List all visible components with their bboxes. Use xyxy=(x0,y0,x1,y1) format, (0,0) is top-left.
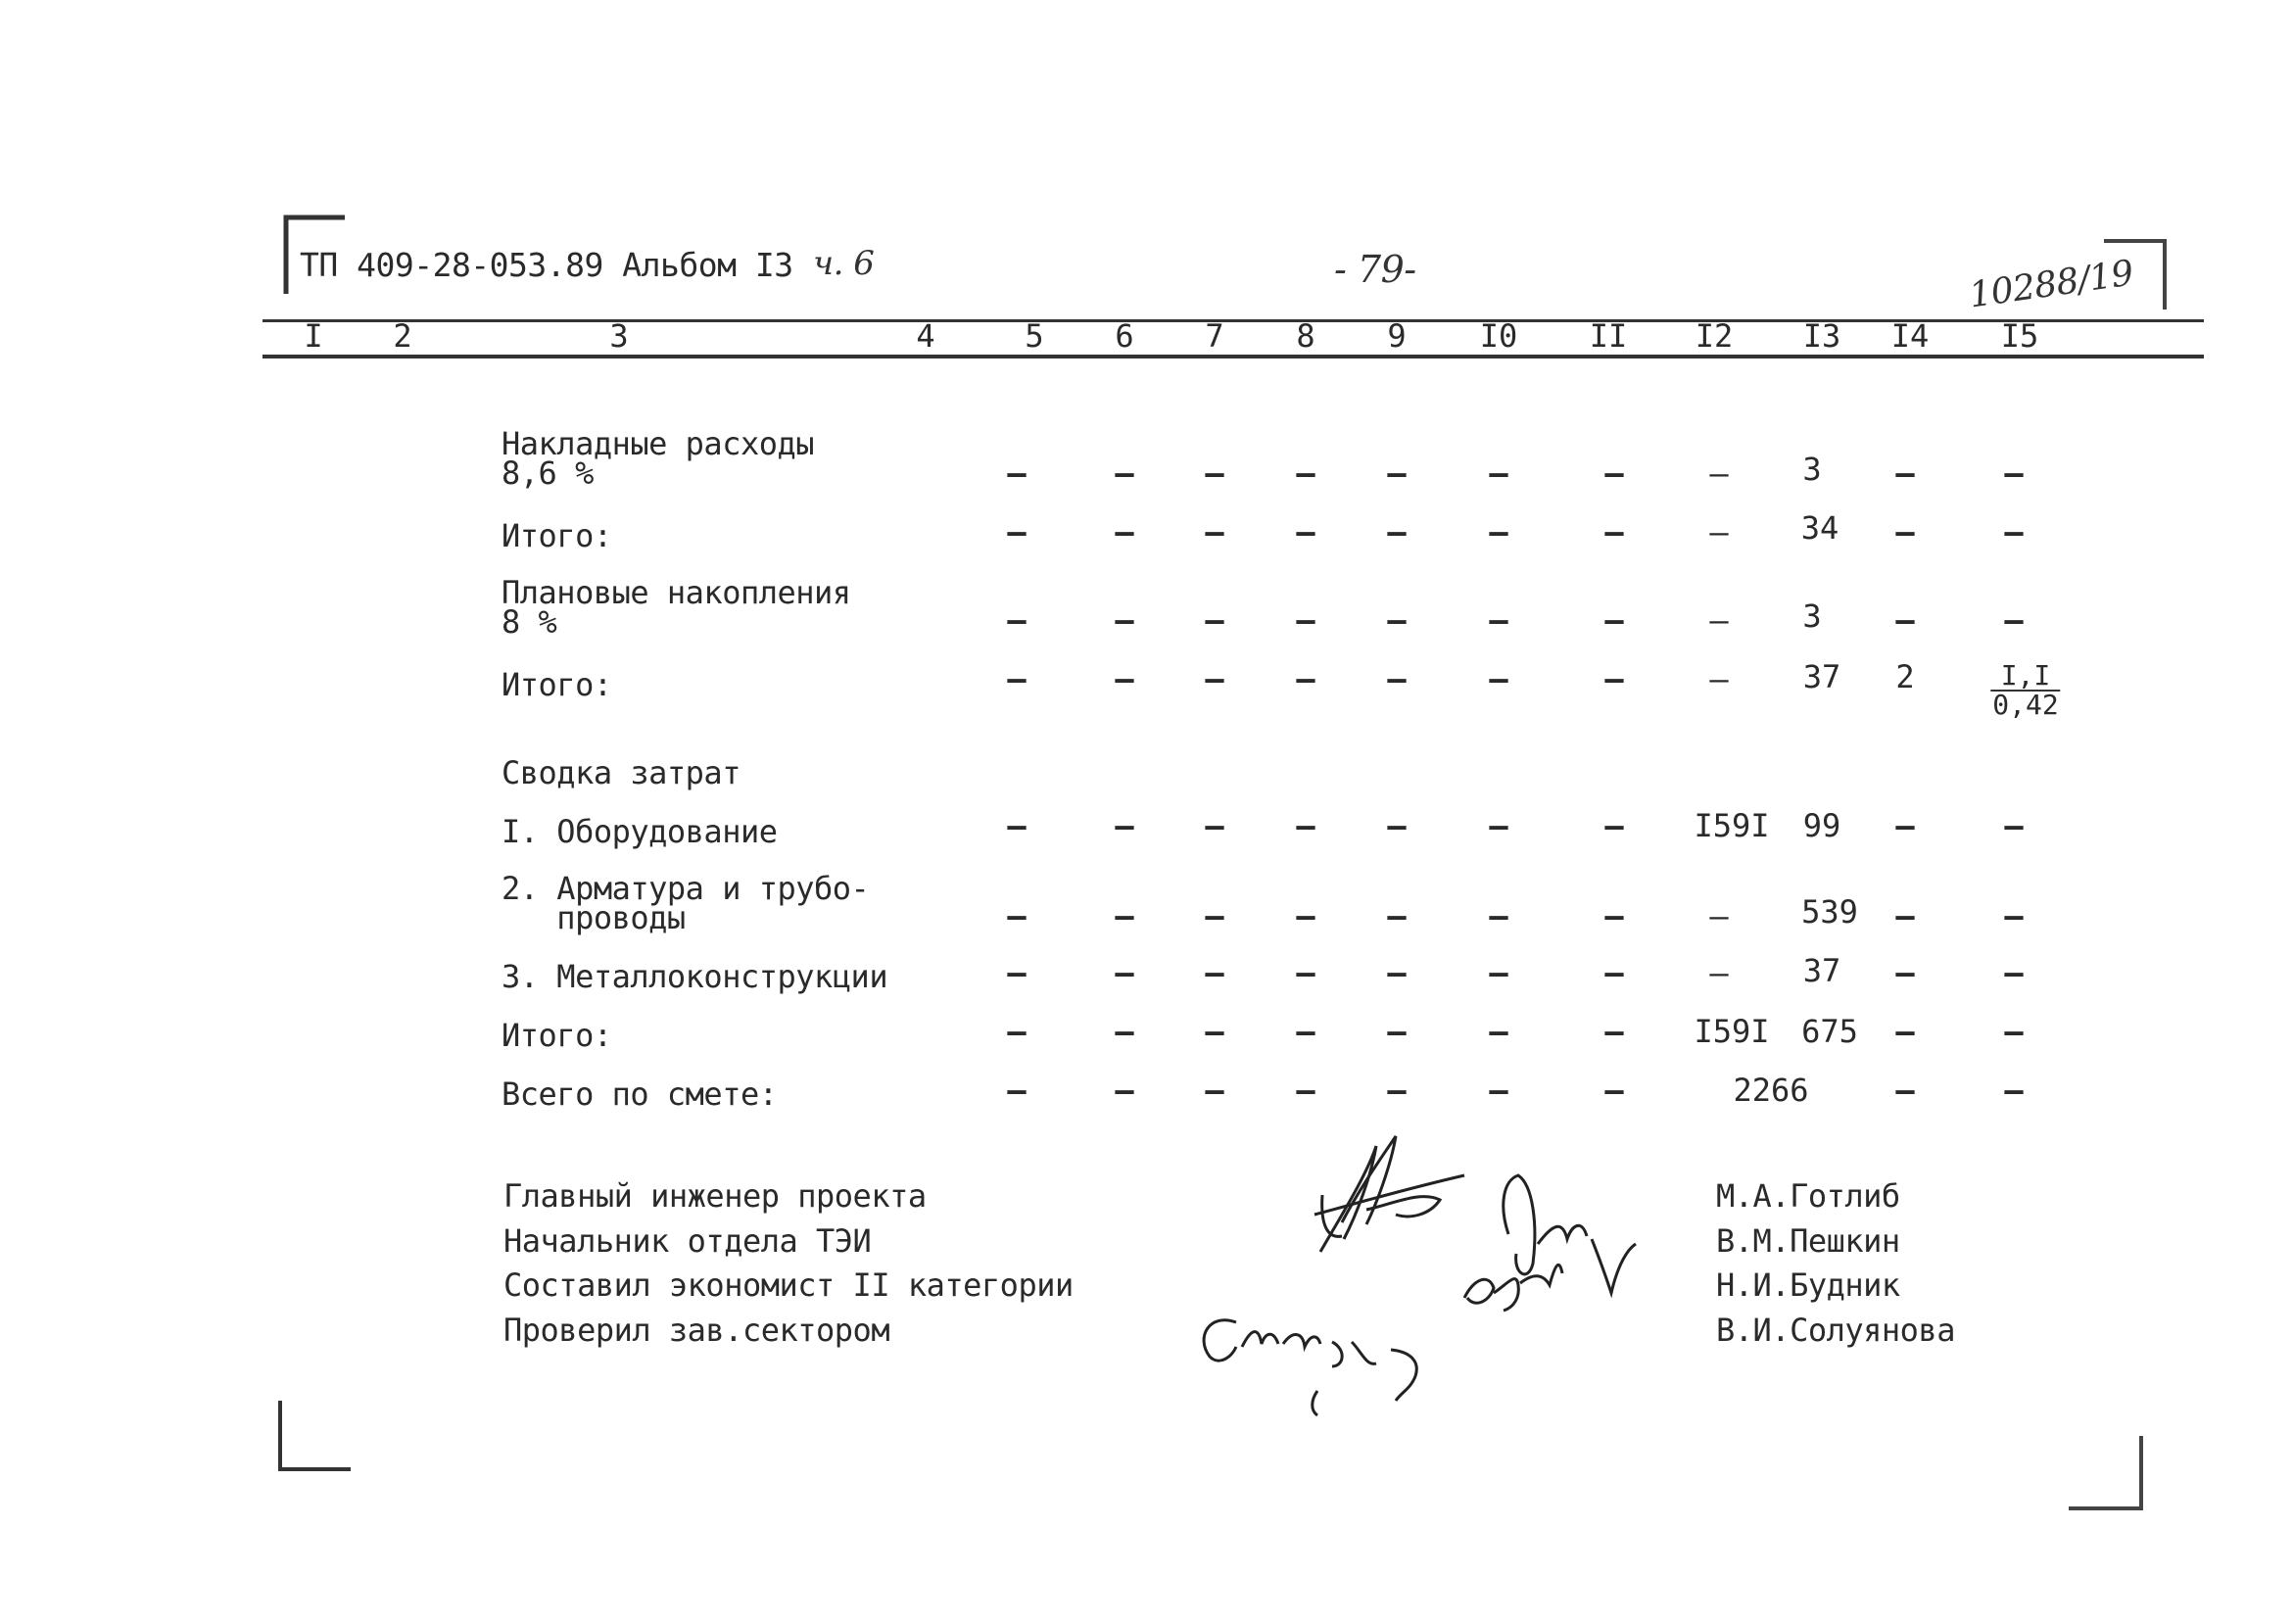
empty-cell-dash: – xyxy=(1296,1072,1315,1109)
cell-col12: – xyxy=(1709,513,1729,550)
empty-cell-dash: – xyxy=(1205,897,1224,934)
empty-cell-dash: – xyxy=(1296,1013,1315,1050)
cell-col12: – xyxy=(1709,954,1729,991)
signature-soluyanova xyxy=(1204,1320,1416,1415)
empty-cell-dash: – xyxy=(1205,1072,1224,1109)
empty-cell-dash: – xyxy=(1205,660,1224,697)
cell-col12: – xyxy=(1709,601,1729,639)
empty-cell-dash: – xyxy=(1007,807,1027,844)
empty-cell-dash: – xyxy=(1489,513,1508,550)
signatory-name: Н.И.Будник xyxy=(1716,1266,1900,1304)
empty-cell-dash: – xyxy=(1489,897,1508,934)
cell-col14: – xyxy=(1895,454,1915,492)
empty-cell-dash: – xyxy=(1387,454,1407,492)
empty-cell-dash: – xyxy=(1604,1072,1624,1109)
row-label: 3. Металлоконструкции xyxy=(502,958,888,995)
column-number: II xyxy=(1589,317,1628,355)
empty-cell-dash: – xyxy=(1007,1013,1027,1050)
empty-cell-dash: – xyxy=(1296,897,1315,934)
empty-cell-dash: – xyxy=(1296,513,1315,550)
cell-col12: – xyxy=(1709,660,1729,697)
cell-col14: – xyxy=(1895,1072,1915,1109)
row-label: Итого: xyxy=(502,1017,612,1054)
cell-col12: I59I xyxy=(1694,807,1770,844)
cell-col12: – xyxy=(1709,454,1729,492)
column-number: 6 xyxy=(1115,317,1134,355)
signatory-name: М.А.Готлиб xyxy=(1716,1177,1900,1215)
signature-budnik xyxy=(1464,1265,1562,1311)
column-number: 3 xyxy=(609,317,629,355)
cell-col13: 34 xyxy=(1800,509,1839,547)
cell-col13: 37 xyxy=(1802,658,1841,695)
empty-cell-dash: – xyxy=(1205,513,1224,550)
cell-col14: – xyxy=(1895,1013,1915,1050)
empty-cell-dash: – xyxy=(1115,660,1134,697)
cell-col12: – xyxy=(1709,897,1729,934)
empty-cell-dash: – xyxy=(1007,513,1027,550)
empty-cell-dash: – xyxy=(1007,954,1027,991)
cell-col14: – xyxy=(1895,513,1915,550)
empty-cell-dash: – xyxy=(1604,454,1624,492)
cell-total-col12-13: 2266 xyxy=(1733,1072,1809,1109)
empty-cell-dash: – xyxy=(1007,454,1027,492)
empty-cell-dash: – xyxy=(1604,807,1624,844)
empty-cell-dash: – xyxy=(1205,954,1224,991)
empty-cell-dash: – xyxy=(1387,660,1407,697)
empty-cell-dash: – xyxy=(1296,954,1315,991)
row-label: 2. Арматура и трубо- проводы xyxy=(502,870,870,936)
empty-cell-dash: – xyxy=(1115,1013,1134,1050)
empty-cell-dash: – xyxy=(1115,954,1134,991)
empty-cell-dash: – xyxy=(1387,513,1407,550)
fraction-numerator: I,I xyxy=(1990,662,2060,692)
fraction-denominator: 0,42 xyxy=(1992,689,2059,721)
empty-cell-dash: – xyxy=(1007,897,1027,934)
cell-col15: – xyxy=(2004,897,2024,934)
cell-col15: – xyxy=(2004,513,2024,550)
page-number: - 79- xyxy=(1334,248,1416,291)
cell-col13: 675 xyxy=(1801,1013,1858,1050)
column-number: I3 xyxy=(1802,317,1841,355)
row-label: Итого: xyxy=(502,517,612,554)
empty-cell-dash: – xyxy=(1489,660,1508,697)
empty-cell-dash: – xyxy=(1387,1072,1407,1109)
cell-col14: 2 xyxy=(1895,658,1915,695)
empty-cell-dash: – xyxy=(1604,660,1624,697)
empty-cell-dash: – xyxy=(1387,897,1407,934)
empty-cell-dash: – xyxy=(1387,601,1407,639)
signatory-name: В.И.Солуянова xyxy=(1716,1312,1955,1349)
empty-cell-dash: – xyxy=(1115,601,1134,639)
section-heading: Сводка затрат xyxy=(502,754,740,791)
empty-cell-dash: – xyxy=(1205,807,1224,844)
empty-cell-dash: – xyxy=(1489,1072,1508,1109)
row-label: Плановые накопления 8 % xyxy=(502,574,851,641)
cell-col13: 3 xyxy=(1802,451,1822,488)
empty-cell-dash: – xyxy=(1115,454,1134,492)
column-number: I xyxy=(304,317,323,355)
cell-col15: – xyxy=(2004,601,2024,639)
cell-col15: – xyxy=(2004,454,2024,492)
cell-col14: – xyxy=(1895,897,1915,934)
row-label: Итого: xyxy=(502,666,612,703)
empty-cell-dash: – xyxy=(1007,601,1027,639)
empty-cell-dash: – xyxy=(1007,1072,1027,1109)
cell-col15: – xyxy=(2004,1013,2024,1050)
signature-role: Начальник отдела ТЭИ xyxy=(503,1222,872,1260)
empty-cell-dash: – xyxy=(1489,601,1508,639)
empty-cell-dash: – xyxy=(1115,807,1134,844)
column-number: 2 xyxy=(393,317,412,355)
signature-gotlib xyxy=(1314,1136,1464,1252)
column-number: 8 xyxy=(1296,317,1315,355)
column-number: 4 xyxy=(916,317,935,355)
column-number: I5 xyxy=(2000,317,2039,355)
column-number: I2 xyxy=(1695,317,1734,355)
column-number: 7 xyxy=(1205,317,1224,355)
cell-col13: 3 xyxy=(1802,597,1822,635)
empty-cell-dash: – xyxy=(1205,454,1224,492)
cell-col13: 99 xyxy=(1802,807,1841,844)
empty-cell-dash: – xyxy=(1604,1013,1624,1050)
empty-cell-dash: – xyxy=(1007,660,1027,697)
column-number: I0 xyxy=(1479,317,1518,355)
empty-cell-dash: – xyxy=(1604,897,1624,934)
inventory-number: 10288/19 xyxy=(1966,253,2136,316)
part-label: ч. 6 xyxy=(813,244,875,283)
empty-cell-dash: – xyxy=(1296,807,1315,844)
column-number: I4 xyxy=(1890,317,1930,355)
signatory-name: В.М.Пешкин xyxy=(1716,1222,1900,1260)
signature-role: Составил экономист II категории xyxy=(503,1266,1074,1304)
empty-cell-dash: – xyxy=(1387,807,1407,844)
signature-peshkin xyxy=(1504,1175,1636,1293)
empty-cell-dash: – xyxy=(1115,1072,1134,1109)
cell-col14: – xyxy=(1895,601,1915,639)
empty-cell-dash: – xyxy=(1115,513,1134,550)
column-number: 5 xyxy=(1025,317,1044,355)
document-code: ТП 409-28-053.89 Альбом I3 xyxy=(300,246,793,284)
empty-cell-dash: – xyxy=(1489,807,1508,844)
empty-cell-dash: – xyxy=(1205,601,1224,639)
cell-col15: – xyxy=(2004,954,2024,991)
row-label: Накладные расходы 8,6 % xyxy=(502,425,815,492)
empty-cell-dash: – xyxy=(1296,454,1315,492)
cell-col12: I59I xyxy=(1694,1013,1770,1050)
signature-role: Главный инженер проекта xyxy=(503,1177,927,1215)
empty-cell-dash: – xyxy=(1115,897,1134,934)
empty-cell-dash: – xyxy=(1387,954,1407,991)
cell-col14: – xyxy=(1895,954,1915,991)
empty-cell-dash: – xyxy=(1489,1013,1508,1050)
empty-cell-dash: – xyxy=(1489,454,1508,492)
empty-cell-dash: – xyxy=(1205,1013,1224,1050)
row-label: I. Оборудование xyxy=(502,813,778,850)
column-number: 9 xyxy=(1387,317,1407,355)
cell-col14: – xyxy=(1895,807,1915,844)
empty-cell-dash: – xyxy=(1387,1013,1407,1050)
row-label: Всего по смете: xyxy=(502,1075,778,1113)
empty-cell-dash: – xyxy=(1604,954,1624,991)
empty-cell-dash: – xyxy=(1489,954,1508,991)
cell-col13: 539 xyxy=(1801,893,1858,931)
signature-role: Проверил зав.сектором xyxy=(503,1312,890,1349)
cell-col13: 37 xyxy=(1802,952,1841,989)
empty-cell-dash: – xyxy=(1296,601,1315,639)
empty-cell-dash: – xyxy=(1296,660,1315,697)
empty-cell-dash: – xyxy=(1604,513,1624,550)
cell-col15: – xyxy=(2004,1072,2024,1109)
cell-col15: – xyxy=(2004,807,2024,844)
empty-cell-dash: – xyxy=(1604,601,1624,639)
